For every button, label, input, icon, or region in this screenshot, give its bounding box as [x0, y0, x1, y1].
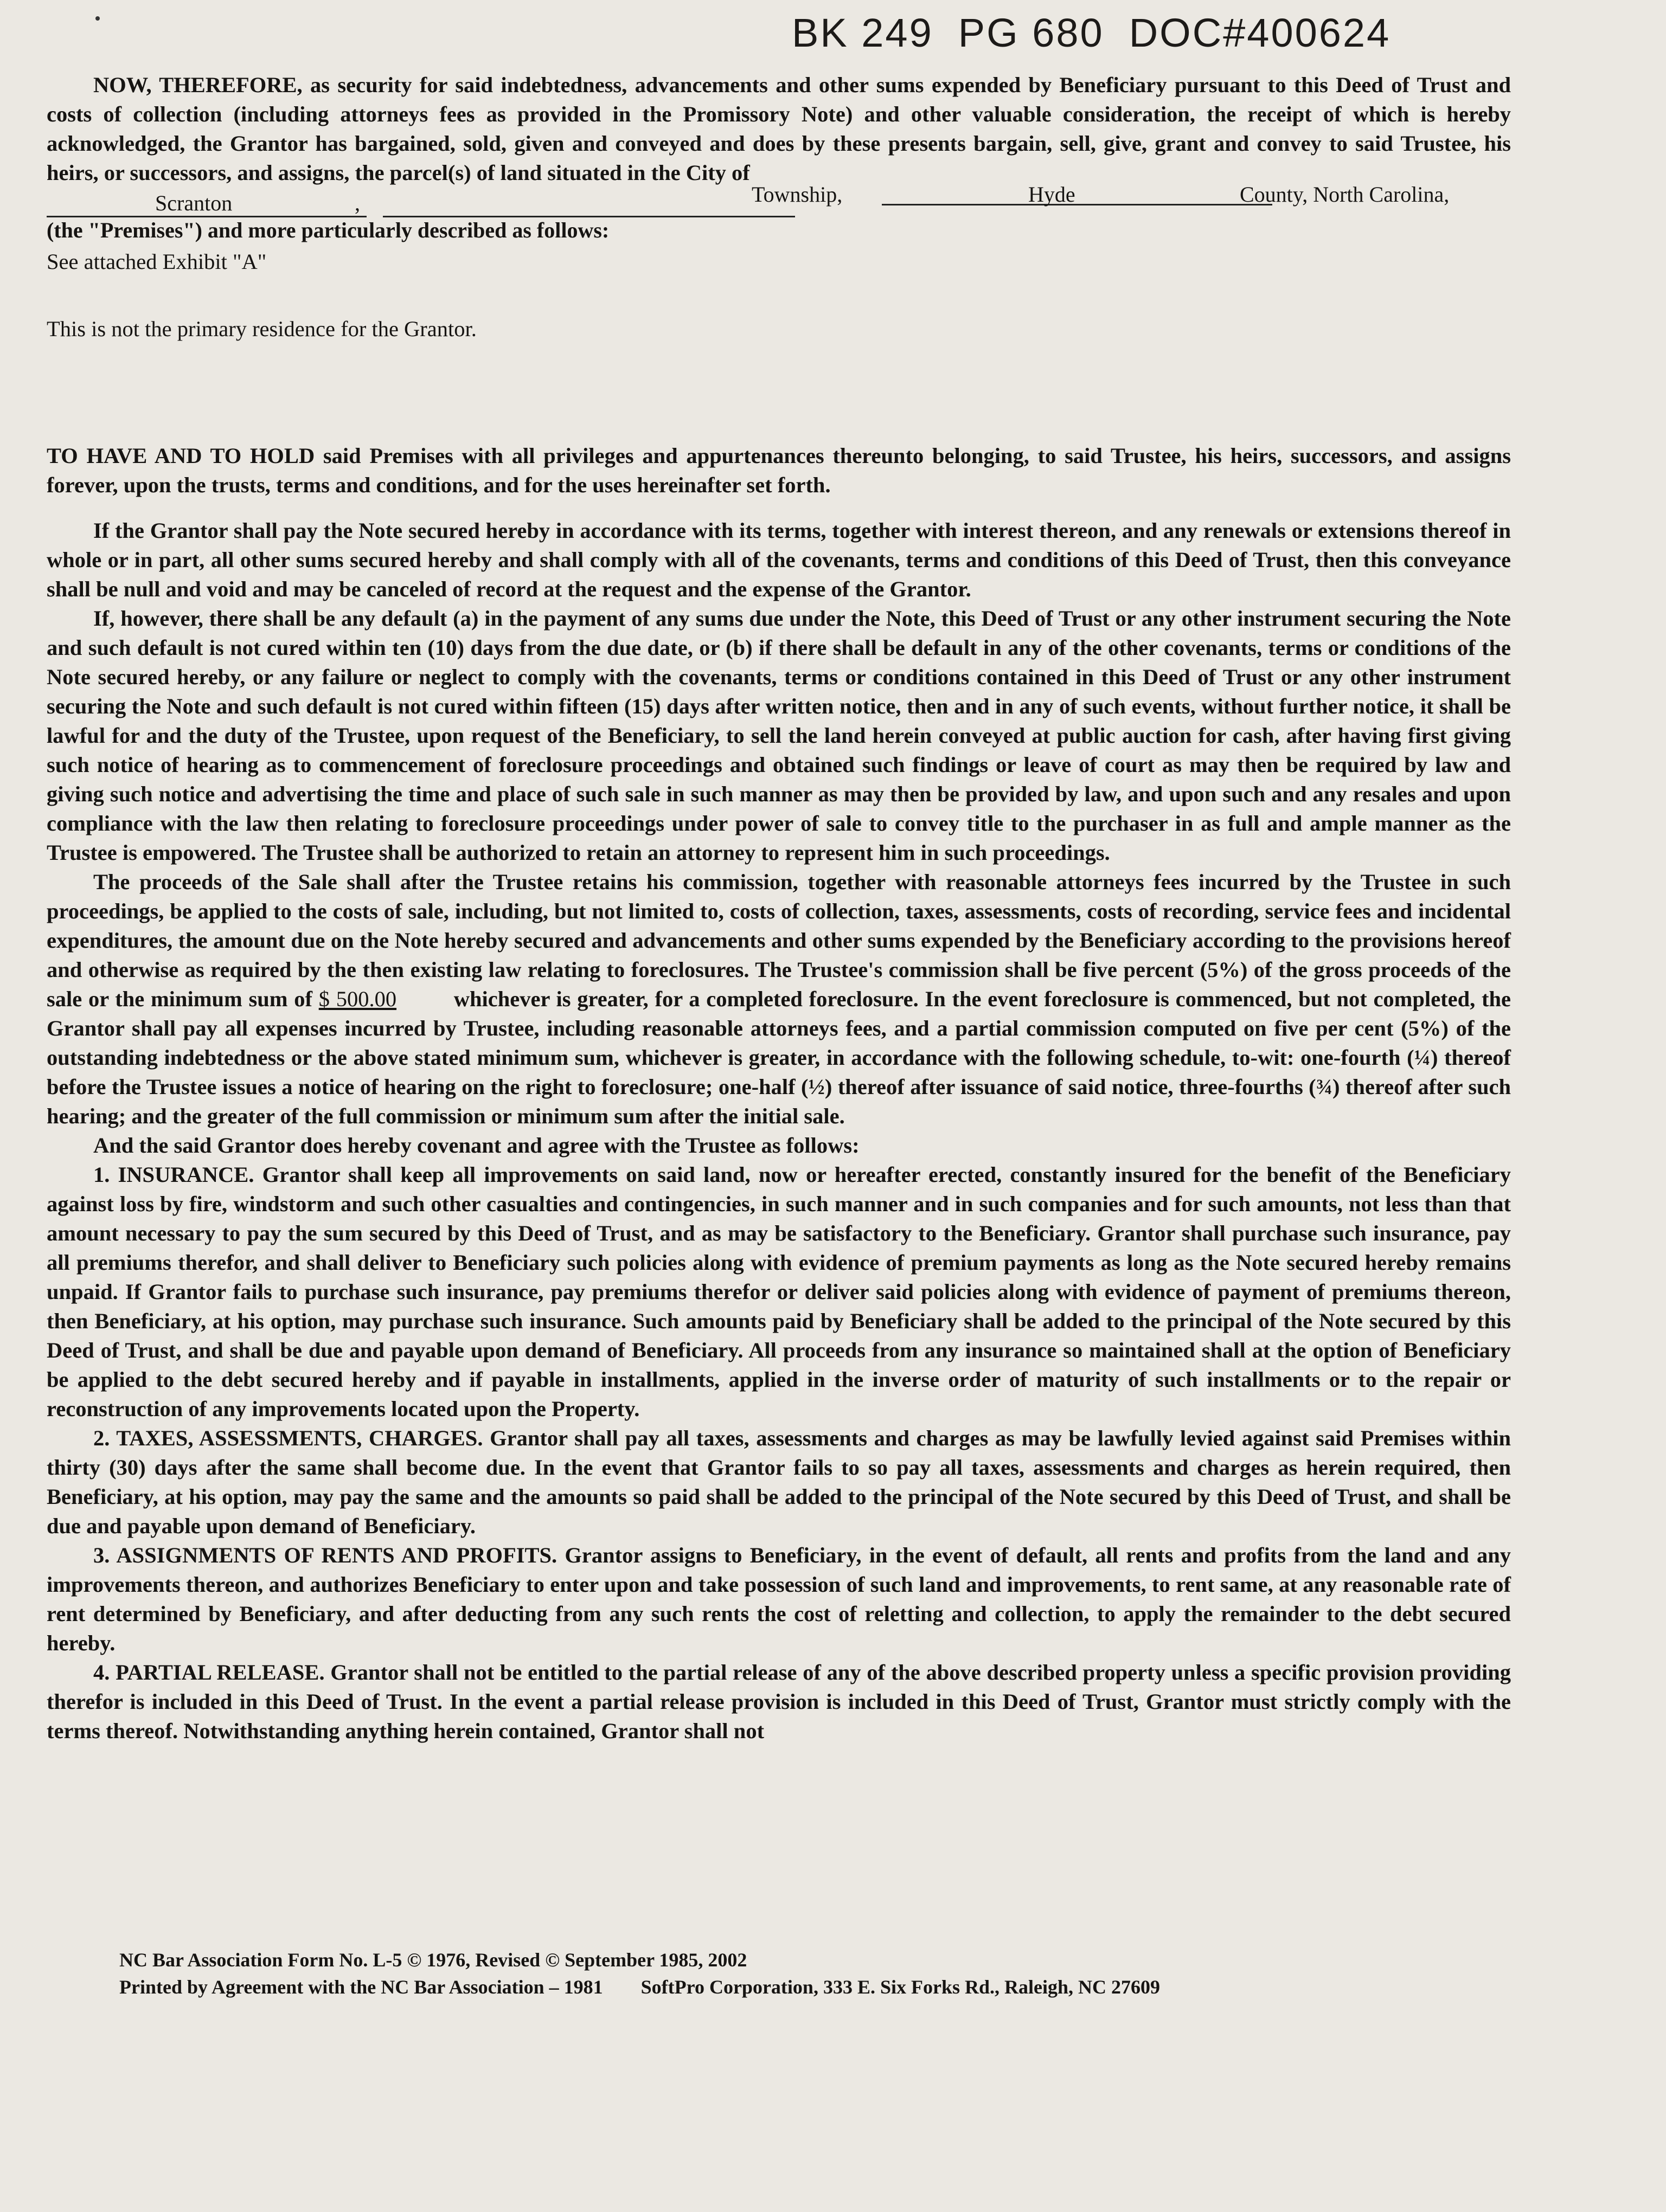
deed-body — [47, 70, 1511, 1746]
proceeds-paragraph — [47, 867, 1511, 1131]
page-number: PG 680 — [958, 10, 1104, 55]
county-blank — [882, 204, 1272, 205]
minimum-sum-value: $ 500.00 — [318, 987, 397, 1011]
footer-printed-by: Printed by Agreement with the NC Bar Association – 1981 — [119, 1976, 603, 1998]
footer-form-number: NC Bar Association Form No. L-5 © 1976, Revised © September 1985, 2002 — [119, 1949, 747, 1971]
default-paragraph: If, however, there shall be any default (a) in the payment of any sums due under the Note, this Deed of Trust or any other instrument securing the Note and such default is not cured within ten (10) days from the due date, or (b) if there shall be default in any of the other covenants, terms or conditions of the Note secured hereby, or any failure or neglect to comply with the covenants, terms or conditions contained in this Deed of Trust or any other instrument securing the Note and such default is not cured within fifteen (15) days after written notice, then and in any of such events, without further notice, it shall be lawful for and the duty of the Trustee, upon request of the Beneficiary, to sell the land herein conveyed at public auction for cash, after having first giving such notice of hearing as to commencement of foreclosure proceedings and obtained such findings or leave of court as may then be required by law and giving such notice and advertising the time and place of such sale in such manner as may then be provided by law, and upon such and any resales and upon compliance with the law then relating to foreclosure proceedings under power of sale to convey title to the purchaser in as full and ample manner as the Trustee is empowered. The Trustee shall be authorized to retain an attorney to represent him in such proceedings. — [47, 606, 1511, 865]
proceeds-text-a: The proceeds of the Sale shall after the Trustee retains his commission, together with reasonable attorneys fees incurred by the Trustee in such proceedings, be applied to the costs of sale, including, but not limited to, costs of collection, taxes, assessments, costs of recording, service fees and incidental expenditures, the amount due on the Note hereby secured and advancements and other sums expended by the Beneficiary according to the provisions hereof and otherwise as required by the then existing law relating to foreclosures. The Trustee's commission shall be five percent (5%) of the gross proceeds of the sale or the minimum sum of — [47, 870, 1511, 1011]
habendum-clause: TO HAVE AND TO HOLD said Premises with all privileges and appurtenances thereunto belonging, to said Trustee, his heirs, successors, and assigns forever, upon the trusts, terms and conditions, and for the uses hereinafter set forth. — [47, 443, 1511, 497]
ink-speck — [95, 16, 100, 21]
township-label: Township, — [752, 182, 843, 207]
location-line — [47, 182, 1511, 247]
city-comma: , — [355, 191, 360, 215]
residence-statement: This is not the primary residence for the Grantor. — [47, 317, 477, 341]
book-number: BK 249 — [792, 10, 933, 55]
city-value: Scranton — [155, 191, 233, 215]
granting-clause: NOW, THEREFORE, as security for said indebtedness, advancements and other sums expended by Beneficiary pursuant to this Deed of Trust and costs of collection (including attorneys fees as provided in the Promissory Note) and other valuable consideration, the receipt of which is hereby acknowledged, the Grantor has bargained, sold, given and conveyed and does by these presents bargain, sell, give, grant and convey to said Trustee, his heirs, or successors, and assigns, the parcel(s) of land situated in the City of — [47, 73, 1511, 185]
taxes-clause: 2. TAXES, ASSESSMENTS, CHARGES. Grantor shall pay all taxes, assessments and charges as may be lawfully levied against said Premises within thirty (30) days after the same shall become due. In the event that Grantor fails to so pay all taxes, assessments and charges as herein required, then Beneficiary, at his option, may pay the same and the amounts so paid shall be added to the principal of the Note secured by this Deed of Trust, and shall be due and payable upon demand of Beneficiary. — [47, 1426, 1511, 1538]
covenant-intro: And the said Grantor does hereby covenant and agree with the Trustee as follows: — [93, 1133, 860, 1158]
rents-clause: 3. ASSIGNMENTS OF RENTS AND PROFITS. Grantor assigns to Beneficiary, in the event of default, all rents and profits from the land and any improvements thereon, and authorizes Beneficiary to enter upon and take possession of such land and improvements, to rent same, at any reasonable rate of rent determined by Beneficiary, and after deducting from any such rents the cost of reletting and collection, to apply the remainder to the debt secured hereby. — [47, 1543, 1511, 1655]
insurance-clause: 1. INSURANCE. Grantor shall keep all improvements on said land, now or hereafter erected, constantly insured for the benefit of the Beneficiary against loss by fire, windstorm and such other casualties and contingencies, in such manner and in such companies and for such amounts, not less than that amount necessary to pay the sum secured by this Deed of Trust, and as may be satisfactory to the Beneficiary. Grantor shall purchase such insurance, pay all premiums therefor, and shall deliver to Beneficiary such policies along with evidence of premium payments as long as the Note secured hereby remains unpaid. If Grantor fails to purchase such insurance, pay premiums therefor or deliver said policies along with evidence of payment of premiums thereon, then Beneficiary, at his option, may purchase such insurance. Such amounts paid by Beneficiary shall be added to the principal of the Note secured by this Deed of Trust, and shall be due and payable upon demand of Beneficiary. All proceeds from any insurance so maintained shall at the option of Beneficiary be applied to the debt secured hereby and if payable in installments, applied in the inverse order of maturity of such installments or to the repair or reconstruction of any improvements located upon the Property. — [47, 1162, 1511, 1421]
exhibit-reference: See attached Exhibit "A" — [47, 249, 267, 274]
footer-publisher: SoftPro Corporation, 333 E. Six Forks Rd., Raleigh, NC 27609 — [640, 1976, 1160, 1998]
document-number: DOC#400624 — [1129, 10, 1391, 55]
premises-text: (the "Premises") and more particularly described as follows: — [47, 218, 610, 242]
county-label: County, North Carolina, — [1240, 182, 1450, 207]
county-value: Hyde — [1028, 182, 1075, 207]
proceeds-text-b: whichever is greater, for a completed foreclosure. In the event foreclosure is commenced, but not completed, the Grantor shall pay all expenses incurred by Trustee, including reasonable attorneys fees, and a partial commission computed on five per cent (5%) of the outstanding indebtedness or the above stated minimum sum, whichever is greater, in accordance with the following schedule, to-wit: one-fourth (¼) thereof before the Trustee issues a notice of hearing on the right to foreclosure; one-half (½) thereof after issuance of said notice, three-fourths (¾) thereof after such hearing; and the greater of the full commission or minimum sum after the initial sale. — [47, 987, 1511, 1128]
payment-paragraph: If the Grantor shall pay the Note secured hereby in accordance with its terms, together with interest thereon, and any renewals or extensions thereof in whole or in part, all other sums secured hereby and shall comply with all of the covenants, terms and conditions of this Deed of Trust, then this conveyance shall be null and void and may be canceled of record at the request and the expense of the Grantor. — [47, 518, 1511, 601]
recording-header — [792, 10, 1415, 56]
partial-release-clause: 4. PARTIAL RELEASE. Grantor shall not be entitled to the partial release of any of the above described property unless a specific provision providing therefor is included in this Deed of Trust. In the event a partial release provision is included in this Deed of Trust, Grantor must strictly comply with the terms thereof. Notwithstanding anything herein contained, Grantor shall not — [47, 1660, 1511, 1743]
form-footer — [119, 1946, 1160, 2001]
